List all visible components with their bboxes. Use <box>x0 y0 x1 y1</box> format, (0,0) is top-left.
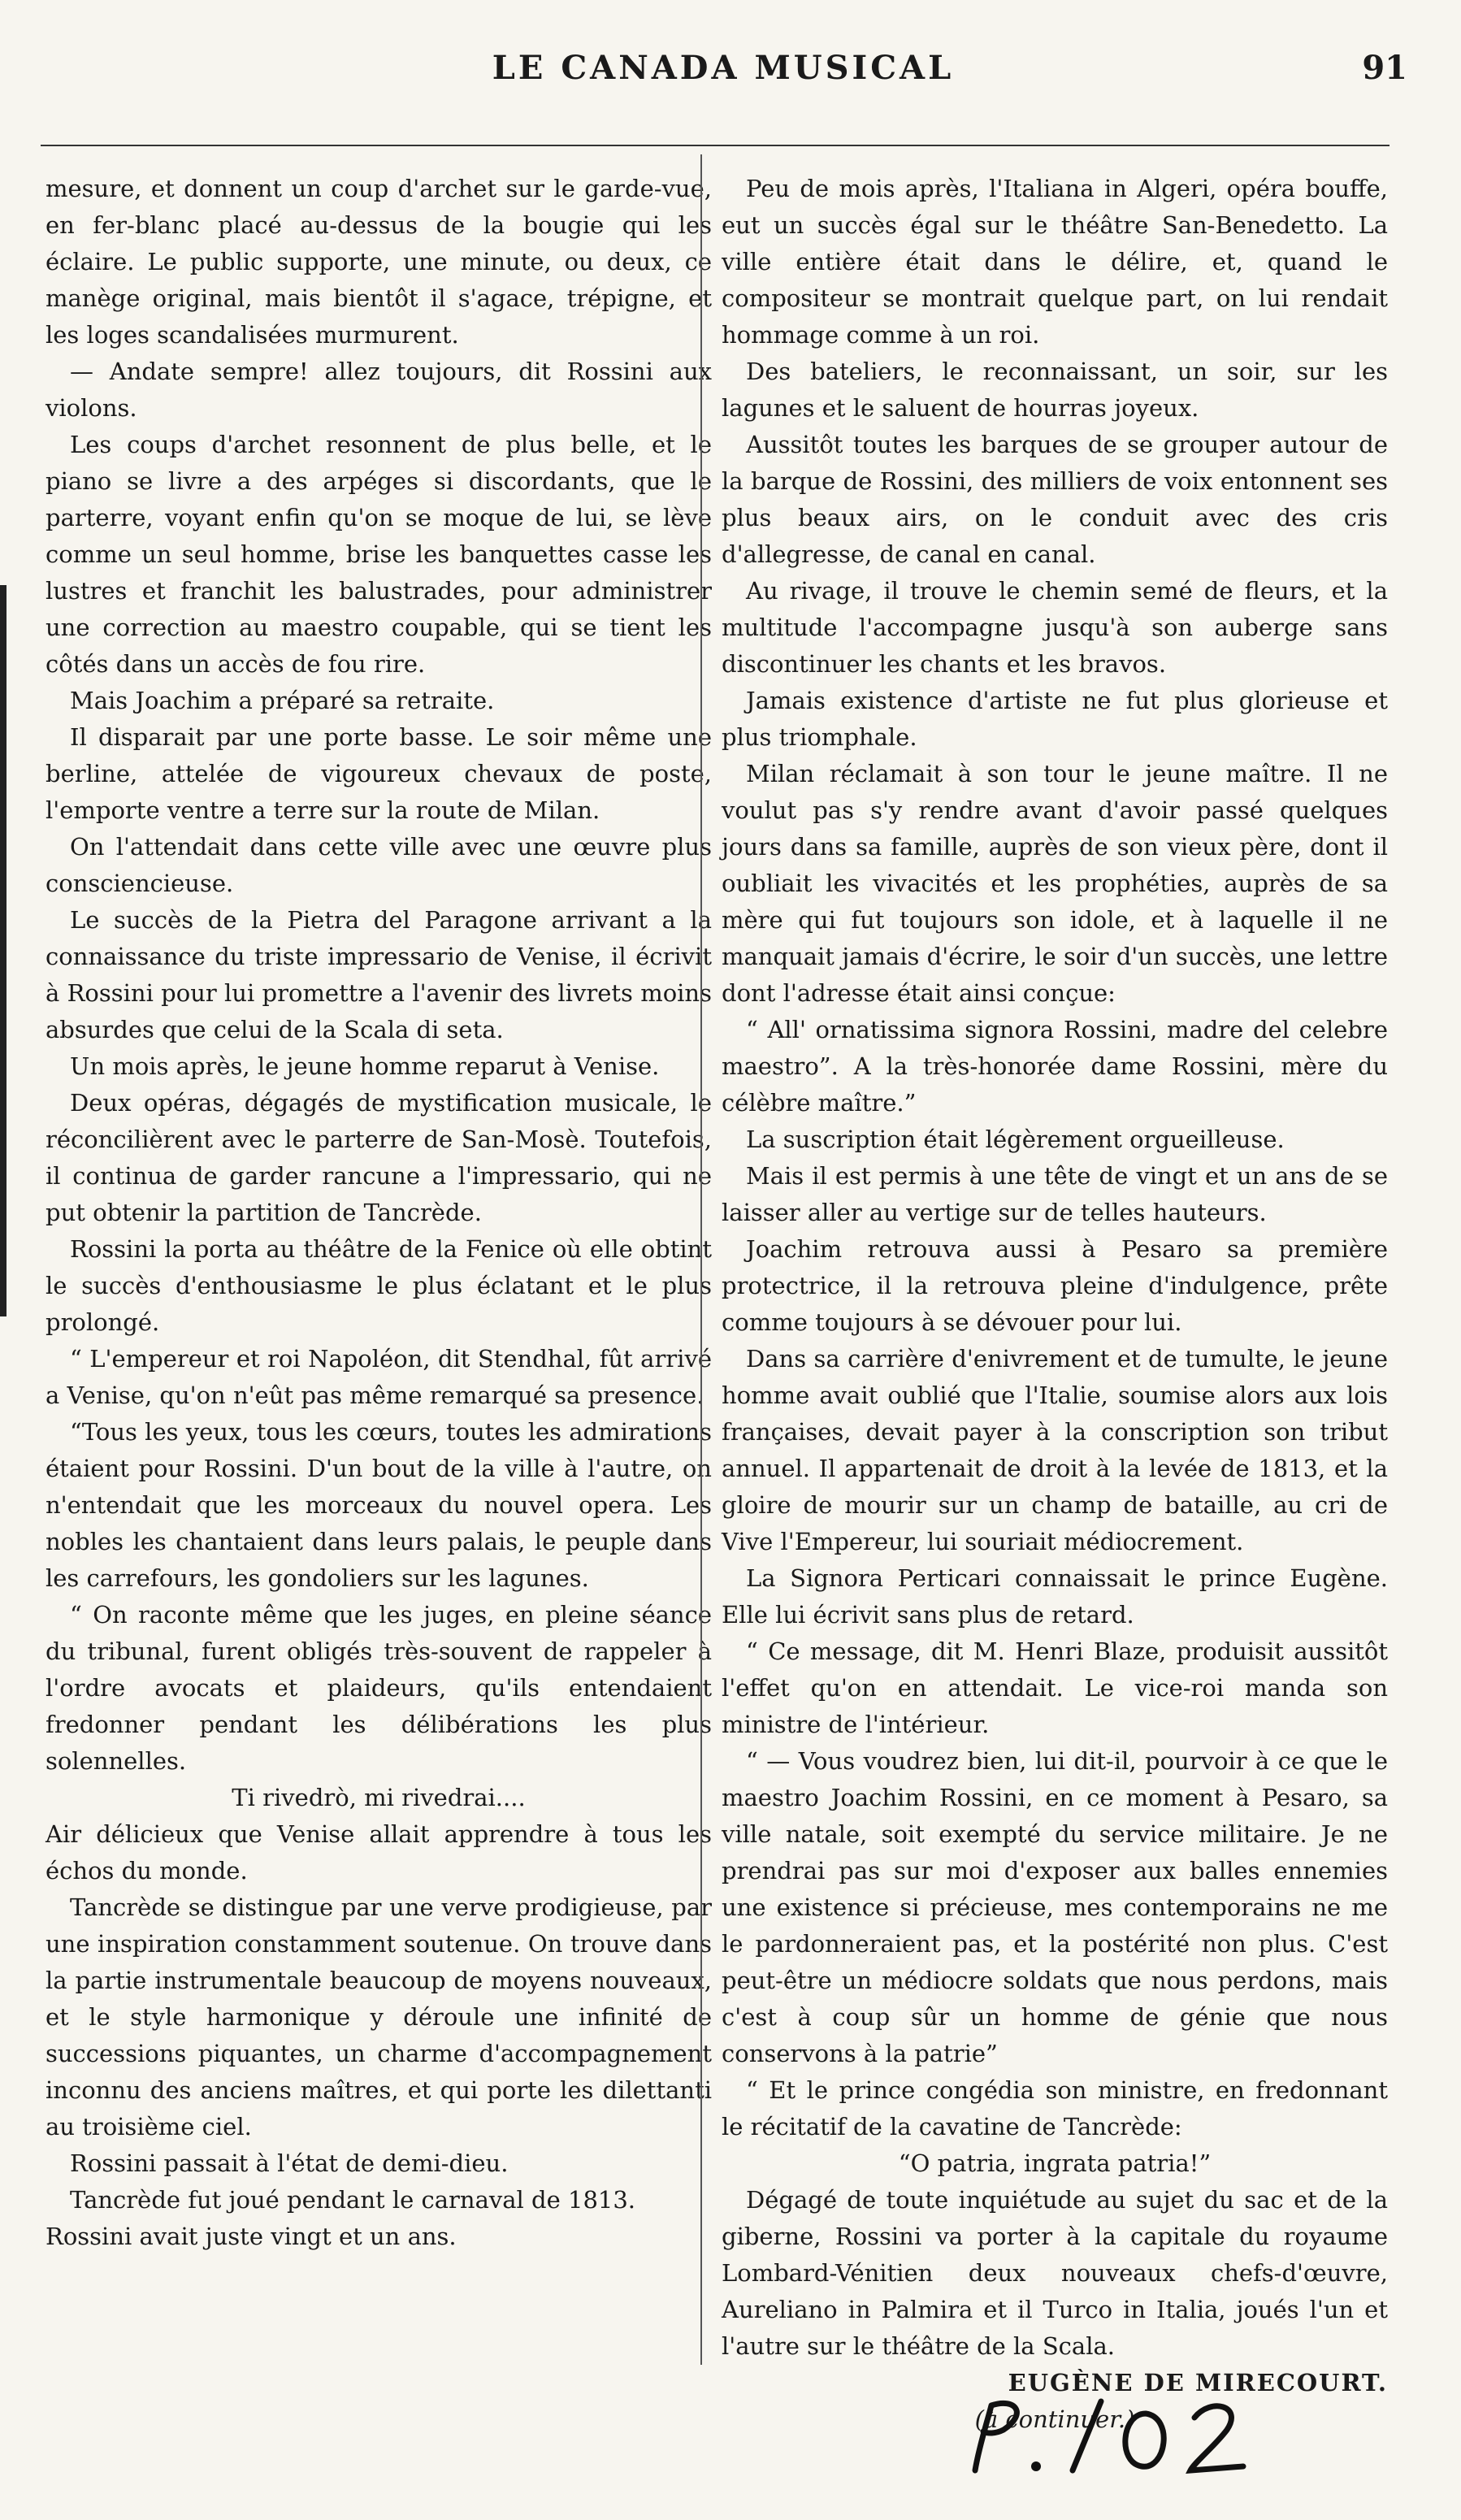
paragraph: Le succès de la Pietra del Paragone arrivant a la connaissance du triste impressario de Venise, il écrivit à Rossini pour lui promettre a l'avenir des livrets moins absurdes que celui de la Scala di seta. <box>46 906 712 1043</box>
paragraph: Dégagé de toute inquiétude au sujet du sac et de la giberne, Rossini va porter à la capitale du royaume Lombard-Vénitien deux nouveaux chefs-d'œuvre, Aureliano in Palmira et il Turco in Italia, joués l'un et l'autre sur le théâtre de la Scala. <box>722 2186 1388 2360</box>
paragraph: mesure, et donnent un coup d'archet sur le garde-vue, en fer-blanc placé au-dessus de la bougie qui les éclaire. Le public supporte, une minute, ou deux, ce manège original, mais bientôt il s'agace, trépigne, et les loges scandalisées murmurent. <box>46 175 712 349</box>
paragraph: Joachim retrouva aussi à Pesaro sa première protectrice, il la retrouva pleine d'indulgence, prête comme toujours à se dévouer pour lui. <box>722 1235 1388 1336</box>
binding-edge-mark <box>0 585 7 1316</box>
right-column <box>722 171 1388 2438</box>
paragraph: “ All' ornatissima signora Rossini, madre del celebre maestro”. A la très-honorée dame Rossini, mère du célèbre maître.” <box>722 1016 1388 1117</box>
paragraph: Tancrède fut joué pendant le carnaval de 1813. <box>70 2186 636 2214</box>
paragraph: Dans sa carrière d'enivrement et de tumulte, le jeune homme avait oublié que l'Italie, soumise alors aux lois françaises, devait payer à la conscription son tribut annuel. Il appartenait de droit à la levée de 1813, et la gloire de mourir sur un champ de bataille, au cri de Vive l'Empereur, lui souriait médiocrement. <box>722 1345 1388 1555</box>
page-header <box>33 49 1414 98</box>
paragraph: Mais Joachim a préparé sa retraite. <box>70 687 495 714</box>
paragraph: Aussitôt toutes les barques de se grouper autour de la barque de Rossini, des milliers de voix entonnent ses plus beaux airs, on le conduit avec des cris d'allegresse, de canal en canal. <box>722 431 1388 568</box>
paragraph: Air délicieux que Venise allait apprendre à tous les échos du monde. <box>46 1820 712 1885</box>
paragraph: “Tous les yeux, tous les cœurs, toutes les admirations étaient pour Rossini. D'un bout de la ville à l'autre, on n'entendait que les morceaux du nouvel opera. Les nobles les chantaient dans leurs palais, le peuple dans les carrefours, les gondoliers sur les lagunes. <box>46 1418 712 1592</box>
paragraph: “ Ce message, dit M. Henri Blaze, produisit aussitôt l'effet qu'on en attendait. Le vice-roi manda son ministre de l'intérieur. <box>722 1637 1388 1738</box>
paragraph: Les coups d'archet resonnent de plus belle, et le piano se livre a des arpéges si discordants, que le parterre, voyant enfin qu'on se moque de lui, se lève comme un seul homme, brise les banquettes casse les lustres et franchit les balustrades, pour administrer une correction au maestro coupable, qui se tient les côtés dans un accès de fou rire. <box>46 431 712 678</box>
journal-title: LE CANADA MUSICAL <box>492 49 955 87</box>
left-column <box>46 171 712 2255</box>
paragraph: “O patria, ingrata patria!” <box>898 2149 1212 2177</box>
column-divider <box>700 154 702 2365</box>
paragraph: Rossini la porta au théâtre de la Fenice où elle obtint le succès d'enthousiasme le plus éclatant et le plus prolongé. <box>46 1235 712 1336</box>
paragraph: Rossini passait à l'état de demi-dieu. <box>70 2149 509 2177</box>
paragraph: La Signora Perticari connaissait le prince Eugène. Elle lui écrivit sans plus de retard. <box>722 1564 1388 1629</box>
author-signature: EUGÈNE DE MIRECOURT. <box>1008 2369 1388 2396</box>
paragraph: Des bateliers, le reconnaissant, un soir, sur les lagunes et le saluent de hourras joyeux. <box>722 358 1388 422</box>
handwritten-annotation <box>959 2381 1284 2495</box>
paragraph: Un mois après, le jeune homme reparut à Venise. <box>70 1052 660 1080</box>
paragraph: Milan réclamait à son tour le jeune maître. Il ne voulut pas s'y rendre avant d'avoir passé quelques jours dans sa famille, auprès de son vieux père, dont il oubliait les vivacités et les prophéties, auprès de sa mère qui fut toujours son idole, et à laquelle il ne manquait jamais d'écrire, le soir d'un succès, une lettre dont l'adresse était ainsi conçue: <box>722 760 1388 1007</box>
paragraph: Ti rivedrò, mi rivedrai.... <box>232 1784 526 1811</box>
paragraph: Au rivage, il trouve le chemin semé de fleurs, et la multitude l'accompagne jusqu'à son auberge sans discontinuer les chants et les bravos. <box>722 577 1388 678</box>
paragraph: “ L'empereur et roi Napoléon, dit Stendhal, fût arrivé a Venise, qu'on n'eût pas même remarqué sa presence. <box>46 1345 712 1409</box>
continuation-note: (à continuer.) <box>974 2405 1135 2433</box>
paragraph: Peu de mois après, l'Italiana in Algeri, opéra bouffe, eut un succès égal sur le théâtre San-Benedetto. La ville entière était dans le délire, et, quand le compositeur se montrait quelque part, on lui rendait hommage comme à un roi. <box>722 175 1388 349</box>
paragraph: Il disparait par une porte basse. Le soir même une berline, attelée de vigoureux chevaux de poste, l'emporte ventre a terre sur la route de Milan. <box>46 723 712 824</box>
paragraph: La suscription était légèrement orgueilleuse. <box>746 1126 1285 1153</box>
paragraph: — Andate sempre! allez toujours, dit Rossini aux violons. <box>46 358 712 422</box>
paragraph: “ — Vous voudrez bien, lui dit-il, pourvoir à ce que le maestro Joachim Rossini, en ce moment à Pesaro, sa ville natale, soit exempté du service militaire. Je ne prendrai pas sur moi d'exposer aux balles ennemies une existence si précieuse, mes contemporains ne me le pardonneraient pas, et la postérité non plus. C'est peut-être un médiocre soldats que nous perdons, mais c'est à coup sûr un homme de génie que nous conservons à la patrie” <box>722 1747 1388 2067</box>
page-number: 91 <box>1362 49 1407 87</box>
handwriting-svg <box>959 2381 1284 2495</box>
paragraph: Jamais existence d'artiste ne fut plus glorieuse et plus triomphale. <box>722 687 1388 751</box>
paragraph: Mais il est permis à une tête de vingt et un ans de se laisser aller au vertige sur de telles hauteurs. <box>722 1162 1388 1226</box>
paragraph: On l'attendait dans cette ville avec une œuvre plus consciencieuse. <box>46 833 712 897</box>
paragraph: Tancrède se distingue par une verve prodigieuse, par une inspiration constamment soutenue. On trouve dans la partie instrumentale beaucoup de moyens nouveaux, et le style harmonique y déroule une infinité de successions piquantes, un charme d'accompagnement inconnu des anciens maîtres, et qui porte les dilettanti au troisième ciel. <box>46 1893 712 2140</box>
paragraph: “ On raconte même que les juges, en pleine séance du tribunal, furent obligés très-souvent de rappeler à l'ordre avocats et plaideurs, qu'ils entendaient fredonner pendant les délibérations les plus solennelles. <box>46 1601 712 1775</box>
header-rule <box>41 145 1389 146</box>
paragraph: Rossini avait juste vingt et un ans. <box>46 2223 457 2250</box>
paragraph: Deux opéras, dégagés de mystification musicale, le réconcilièrent avec le parterre de San-Mosè. Toutefois, il continua de garder rancune a l'impressario, qui ne put obtenir la partition de Tancrède. <box>46 1089 712 1226</box>
paragraph: “ Et le prince congédia son ministre, en fredonnant le récitatif de la cavatine de Tancrède: <box>722 2076 1388 2140</box>
